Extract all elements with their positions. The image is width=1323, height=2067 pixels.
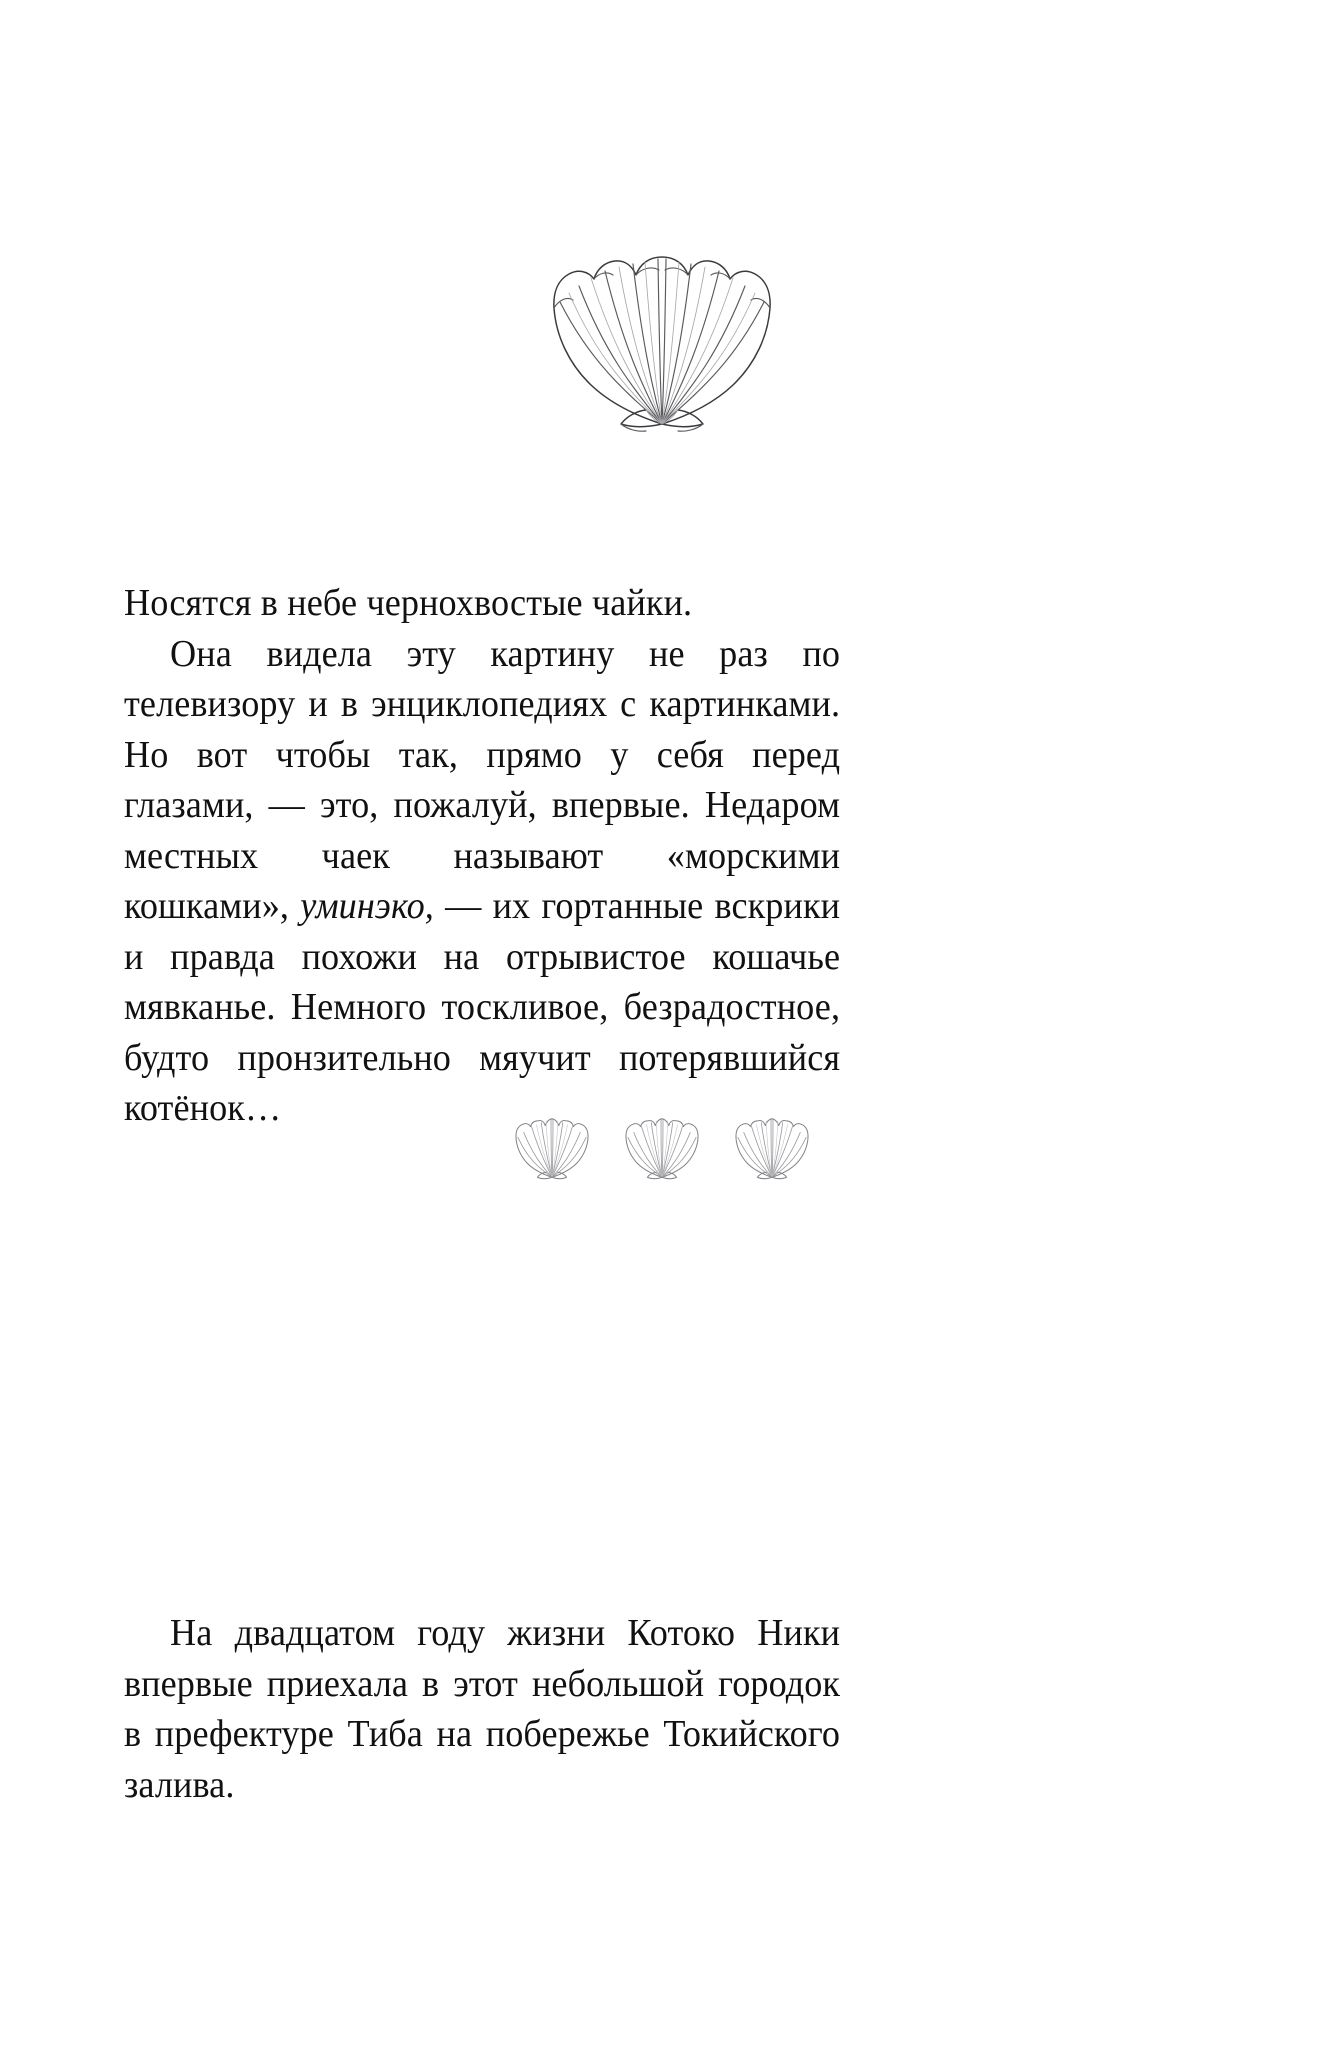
scallop-shell-divider-3 (729, 1112, 815, 1186)
paragraph-text: Носятся в небе чернохвостые чайки. (124, 582, 693, 624)
scallop-shell-divider (0, 1112, 1323, 1186)
paragraph-text-run-3: — их гортанные вскрики и правда похожи на отрывистое кошачье мявканье. Немного тоскливое, безрадостное, будто пронзительно мяучит потерявшийся котёнок… (124, 885, 841, 1129)
scallop-shell-divider-1 (509, 1112, 595, 1186)
scallop-shell-divider-2 (619, 1112, 705, 1186)
foreign-term-uminekо: уминэко, (300, 885, 434, 927)
paragraph-text-run-1: Она видела эту картину не раз по телевизору и в энциклопедиях с картинками. Но вот чтобы так, прямо у себя перед глазами, — это, пожалуй, впервые. Недаром местных чаек называют «морскими кошками», (124, 632, 841, 927)
scallop-shell-ornament (0, 228, 1323, 450)
body-text-column-bottom (124, 1608, 840, 1810)
paragraph-opening (124, 578, 840, 629)
paragraph-kotoko-niki (124, 1608, 840, 1810)
body-text-column (124, 578, 840, 1134)
paragraph-seagulls (124, 629, 840, 1134)
paragraph-text: На двадцатом году жизни Котоко Ники впервые приехала в этот небольшой городок в префектуре Тиба на побережье Токийского залива. (124, 1612, 841, 1806)
